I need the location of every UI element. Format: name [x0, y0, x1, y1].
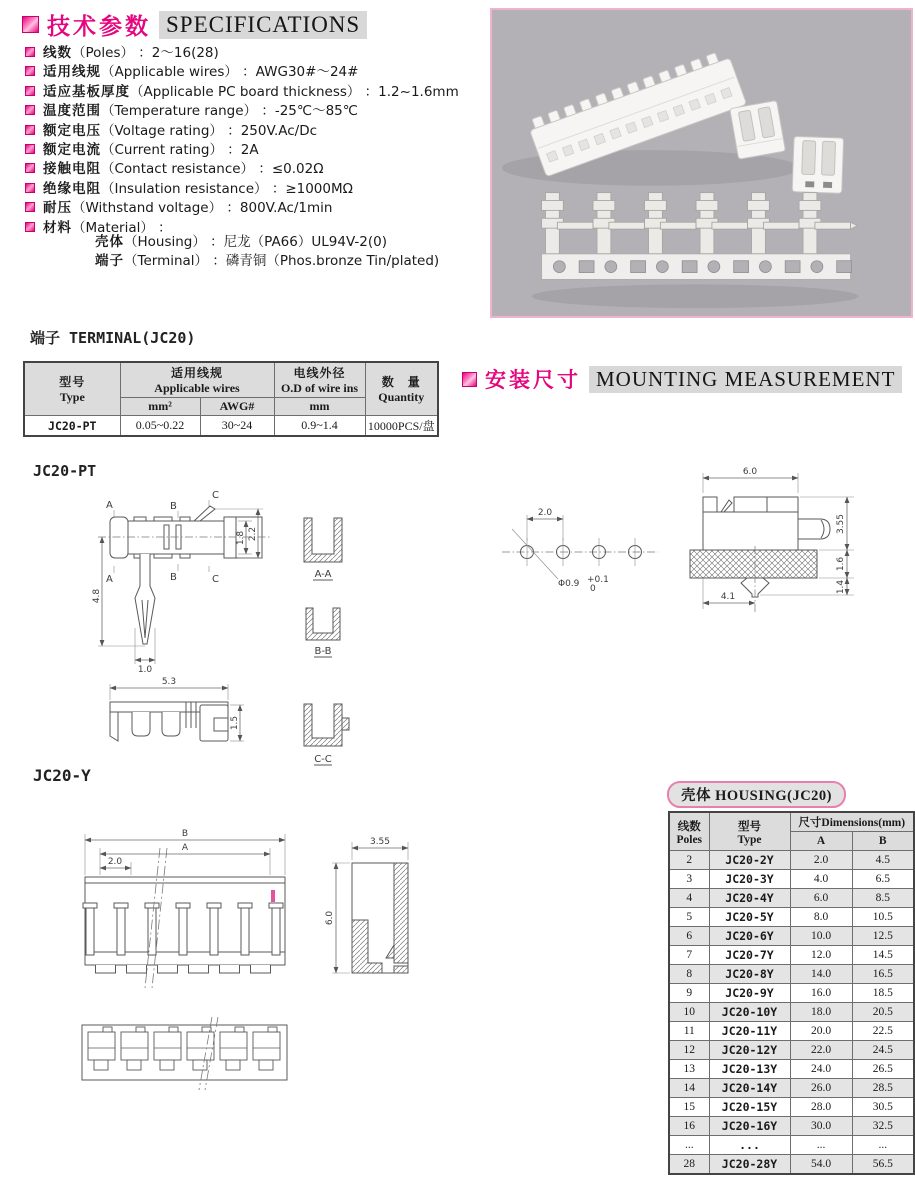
- svg-text:1.8: 1.8: [236, 530, 246, 546]
- svg-text:C: C: [212, 490, 219, 501]
- spec-item-value: （Material） ：: [72, 219, 172, 236]
- cell-type: JC20-12Y: [709, 1041, 790, 1060]
- section-bb: [306, 608, 340, 657]
- cell-dim-a: ...: [790, 1136, 852, 1155]
- cell-dim-a: 14.0: [790, 965, 852, 984]
- svg-text:1.6: 1.6: [836, 556, 846, 572]
- item-bullet-icon: [25, 163, 35, 173]
- spec-subitem-label: 壳体: [95, 234, 124, 250]
- cell-dim-b: 28.5: [852, 1079, 914, 1098]
- cell-dim-b: 4.5: [852, 851, 914, 870]
- housing-table-title-wrap: [667, 781, 846, 808]
- spec-item-label: 材料: [43, 219, 72, 236]
- svg-text:B: B: [170, 572, 177, 583]
- cell-type: JC20-6Y: [709, 927, 790, 946]
- svg-text:A: A: [106, 574, 113, 585]
- housing-row: [669, 1136, 914, 1155]
- cell-dim-a: 12.0: [790, 946, 852, 965]
- cell-poles: 3: [669, 870, 709, 889]
- spec-item-value: （Withstand voltage） ：800V.Ac/1min: [72, 200, 333, 217]
- spec-item: [25, 160, 495, 179]
- cell-dim-b: 8.5: [852, 889, 914, 908]
- svg-text:1.4: 1.4: [836, 579, 846, 595]
- spec-item-value: （Voltage rating） ：250V.Ac/Dc: [101, 122, 318, 139]
- cell-dim-a: 26.0: [790, 1079, 852, 1098]
- spec-item-value: （Contact resistance） ：≤0.02Ω: [101, 161, 324, 178]
- spec-item-label: 额定电压: [43, 122, 101, 139]
- housing-row: [669, 984, 914, 1003]
- cell-dim-a: 18.0: [790, 1003, 852, 1022]
- product-photo: [490, 8, 913, 318]
- cell-dim-b: 16.5: [852, 965, 914, 984]
- svg-text:+0.1: +0.1: [587, 575, 609, 585]
- svg-text:3.55: 3.55: [836, 513, 846, 535]
- spec-item-value: （Current rating） ：2A: [101, 142, 259, 159]
- cell-type: JC20-11Y: [709, 1022, 790, 1041]
- housing-row: [669, 889, 914, 908]
- pt-drawing: [88, 478, 363, 773]
- svg-text:2.2: 2.2: [248, 526, 258, 542]
- item-bullet-icon: [25, 144, 35, 154]
- spec-item: [25, 141, 495, 160]
- svg-text:1.5: 1.5: [230, 715, 240, 731]
- col-mm: mm: [274, 398, 365, 416]
- svg-text:B: B: [181, 829, 189, 839]
- section-cc: [304, 704, 349, 765]
- spec-list: [25, 44, 495, 238]
- item-bullet-icon: [25, 47, 35, 57]
- cell-awg: 30~24: [200, 416, 274, 437]
- housing-row: [669, 870, 914, 889]
- cell-poles: 8: [669, 965, 709, 984]
- cell-dim-a: 6.0: [790, 889, 852, 908]
- col-quantity: 数 量 Quantity: [365, 362, 438, 416]
- cell-poles: 11: [669, 1022, 709, 1041]
- cell-dim-b: 26.5: [852, 1060, 914, 1079]
- pt-top-view: [110, 702, 228, 741]
- cell-type: JC20-28Y: [709, 1155, 790, 1175]
- cell-dim-a: 2.0: [790, 851, 852, 870]
- section-bullet-icon: [462, 372, 477, 387]
- col-awg: AWG#: [200, 398, 274, 416]
- spec-item-value: （Temperature range） ：-25℃～85℃: [101, 103, 358, 120]
- svg-text:0: 0: [590, 584, 596, 594]
- item-bullet-icon: [25, 202, 35, 212]
- mounted-side-view: [690, 497, 830, 613]
- housing-table-body: [669, 851, 914, 1175]
- cell-poles: ...: [669, 1136, 709, 1155]
- housing-row: [669, 1060, 914, 1079]
- housing-row: [669, 1022, 914, 1041]
- col-mm2: mm²: [120, 398, 200, 416]
- housing-row: [669, 1041, 914, 1060]
- spec-material-sublist: [25, 233, 495, 272]
- cell-type: JC20-7Y: [709, 946, 790, 965]
- spec-item-value: （Poles） ：2～16(28): [72, 45, 219, 61]
- housing-row: [669, 851, 914, 870]
- y-side-section: [352, 863, 408, 973]
- svg-text:B-B: B-B: [314, 646, 332, 657]
- cell-dim-a: 24.0: [790, 1060, 852, 1079]
- svg-text:A: A: [181, 843, 189, 853]
- col-od: 电线外径 O.D of wire ins: [274, 362, 365, 398]
- cell-poles: 5: [669, 908, 709, 927]
- cell-type: JC20-8Y: [709, 965, 790, 984]
- y-drawing: [60, 790, 460, 1120]
- spec-subitem: [25, 252, 495, 271]
- section-aa: [304, 518, 342, 580]
- spec-item-value: （Applicable wires） ：AWG30#～24#: [101, 64, 359, 81]
- housing-table-title: 壳体 HOUSING(JC20): [667, 781, 846, 808]
- spec-title-cn: 技术参数: [47, 14, 151, 40]
- index-mark: [271, 890, 275, 902]
- cell-type: JC20-PT: [24, 416, 120, 437]
- cell-poles: 6: [669, 927, 709, 946]
- spec-item: [25, 122, 495, 141]
- cell-dim-a: 54.0: [790, 1155, 852, 1175]
- spec-item: [25, 63, 495, 82]
- cell-poles: 7: [669, 946, 709, 965]
- cell-poles: 15: [669, 1098, 709, 1117]
- housing-2pole-photo-1: [730, 100, 786, 159]
- housing-row: [669, 927, 914, 946]
- housing-row: [669, 1098, 914, 1117]
- col-type: 型号 Type: [24, 362, 120, 416]
- product-photo-graphic: [492, 10, 911, 316]
- svg-text:C: C: [212, 574, 219, 585]
- spec-subitem-value: （Terminal） ：磷青铜（Phos.bronze Tin/plated): [124, 253, 440, 270]
- spec-subitem-label: 端子: [95, 253, 124, 270]
- cell-dim-a: 22.0: [790, 1041, 852, 1060]
- terminal-row: [24, 416, 438, 437]
- svg-text:4.1: 4.1: [720, 592, 736, 602]
- housing-row: [669, 1079, 914, 1098]
- cell-dim-b: 14.5: [852, 946, 914, 965]
- spec-item: [25, 180, 495, 199]
- cell-poles: 14: [669, 1079, 709, 1098]
- cell-dim-b: 20.5: [852, 1003, 914, 1022]
- spec-subitem: [25, 233, 495, 252]
- spec-item-label: 温度范围: [43, 103, 101, 120]
- spec-item-label: 接触电阻: [43, 161, 101, 178]
- section-bullet-icon: [22, 16, 39, 33]
- cell-dim-b: 30.5: [852, 1098, 914, 1117]
- item-bullet-icon: [25, 86, 35, 96]
- cell-type: JC20-13Y: [709, 1060, 790, 1079]
- housing-row: [669, 1117, 914, 1136]
- cell-dim-b: 10.5: [852, 908, 914, 927]
- cell-poles: 13: [669, 1060, 709, 1079]
- cell-dim-a: 16.0: [790, 984, 852, 1003]
- cell-poles: 16: [669, 1117, 709, 1136]
- item-bullet-icon: [25, 222, 35, 232]
- cell-poles: 12: [669, 1041, 709, 1060]
- svg-text:1.0: 1.0: [137, 665, 153, 675]
- svg-text:2.0: 2.0: [537, 508, 553, 518]
- cell-dim-a: 20.0: [790, 1022, 852, 1041]
- housing-row: [669, 1003, 914, 1022]
- item-bullet-icon: [25, 66, 35, 76]
- cell-dim-b: ...: [852, 1136, 914, 1155]
- housing-row: [669, 965, 914, 984]
- cell-qty: 10000PCS/盘: [365, 416, 438, 437]
- cell-type: JC20-10Y: [709, 1003, 790, 1022]
- mounting-title-en: MOUNTING MEASUREMENT: [589, 366, 902, 393]
- spec-item: [25, 44, 495, 63]
- cell-type: JC20-15Y: [709, 1098, 790, 1117]
- cell-dim-b: 22.5: [852, 1022, 914, 1041]
- cell-dim-b: 32.5: [852, 1117, 914, 1136]
- cell-type: ...: [709, 1136, 790, 1155]
- cell-dim-a: 8.0: [790, 908, 852, 927]
- cell-type: JC20-4Y: [709, 889, 790, 908]
- item-bullet-icon: [25, 183, 35, 193]
- pt-drawing-label: JC20-PT: [33, 462, 97, 480]
- svg-text:Φ0.9: Φ0.9: [558, 579, 580, 589]
- spec-item-value: （Insulation resistance） ：≥1000MΩ: [101, 180, 353, 197]
- y-bottom-view: [82, 1017, 287, 1090]
- svg-text:6.0: 6.0: [325, 910, 335, 926]
- housing-row: [669, 1155, 914, 1175]
- item-bullet-icon: [25, 125, 35, 135]
- cell-dim-b: 18.5: [852, 984, 914, 1003]
- spec-item-label: 线数: [43, 45, 72, 61]
- svg-text:C-C: C-C: [314, 754, 332, 765]
- spec-subitem-value: （Housing） ：尼龙（PA66）UL94V-2(0): [124, 234, 387, 250]
- spec-item: [25, 199, 495, 218]
- svg-text:6.0: 6.0: [742, 467, 758, 477]
- cell-mm2: 0.05~0.22: [120, 416, 200, 437]
- y-drawing-label: JC20-Y: [33, 766, 91, 785]
- cell-poles: 9: [669, 984, 709, 1003]
- cell-dim-a: 4.0: [790, 870, 852, 889]
- cell-poles: 4: [669, 889, 709, 908]
- col-dim-b: B: [852, 832, 914, 851]
- specifications-header: [22, 8, 367, 41]
- svg-text:A-A: A-A: [314, 569, 332, 580]
- spec-title-en: SPECIFICATIONS: [159, 11, 367, 39]
- cell-dim-b: 6.5: [852, 870, 914, 889]
- terminal-section-title: 端子 TERMINAL(JC20): [30, 329, 196, 347]
- svg-text:2.0: 2.0: [107, 857, 123, 867]
- spec-item-value: （Applicable PC board thickness） ：1.2~1.6mm: [130, 83, 459, 100]
- spec-item-label: 耐压: [43, 200, 72, 217]
- cell-type: JC20-5Y: [709, 908, 790, 927]
- cell-type: JC20-16Y: [709, 1117, 790, 1136]
- mounting-drawing: [490, 455, 915, 625]
- spec-item-label: 适用线规: [43, 64, 101, 81]
- svg-text:5.3: 5.3: [161, 677, 177, 687]
- cell-dim-a: 30.0: [790, 1117, 852, 1136]
- spec-item: [25, 83, 495, 102]
- housing-2pole-photo-2: [792, 136, 843, 193]
- cell-dim-b: 56.5: [852, 1155, 914, 1175]
- cell-poles: 10: [669, 1003, 709, 1022]
- col-dimensions: 尺寸Dimensions(mm): [790, 812, 914, 832]
- spec-item-label: 适应基板厚度: [43, 83, 130, 100]
- cell-dim-a: 28.0: [790, 1098, 852, 1117]
- spec-item-label: 绝缘电阻: [43, 180, 101, 197]
- mounting-title-cn: 安装尺寸: [485, 368, 581, 392]
- terminal-table: [23, 361, 439, 437]
- cell-type: JC20-9Y: [709, 984, 790, 1003]
- spec-item-label: 额定电流: [43, 142, 101, 159]
- svg-text:A: A: [106, 500, 113, 511]
- cell-type: JC20-3Y: [709, 870, 790, 889]
- housing-row: [669, 946, 914, 965]
- item-bullet-icon: [25, 105, 35, 115]
- svg-text:3.55: 3.55: [369, 837, 391, 847]
- cell-dim-b: 24.5: [852, 1041, 914, 1060]
- cell-dim-b: 12.5: [852, 927, 914, 946]
- pt-side-view: [98, 506, 270, 644]
- svg-text:4.8: 4.8: [92, 588, 102, 604]
- spec-item: [25, 102, 495, 121]
- col-type: 型号 Type: [709, 812, 790, 851]
- cell-poles: 2: [669, 851, 709, 870]
- y-front-view: [83, 848, 285, 988]
- svg-text:B: B: [170, 501, 177, 512]
- hole-pattern: [502, 508, 658, 594]
- cell-type: JC20-2Y: [709, 851, 790, 870]
- cell-type: JC20-14Y: [709, 1079, 790, 1098]
- col-applicable-wires: 适用线规 Applicable wires: [120, 362, 274, 398]
- housing-row: [669, 908, 914, 927]
- col-poles: 线数 Poles: [669, 812, 709, 851]
- mounting-header: [462, 364, 902, 394]
- cell-poles: 28: [669, 1155, 709, 1175]
- col-dim-a: A: [790, 832, 852, 851]
- housing-table: [668, 811, 915, 1175]
- cell-dim-a: 10.0: [790, 927, 852, 946]
- cell-od: 0.9~1.4: [274, 416, 365, 437]
